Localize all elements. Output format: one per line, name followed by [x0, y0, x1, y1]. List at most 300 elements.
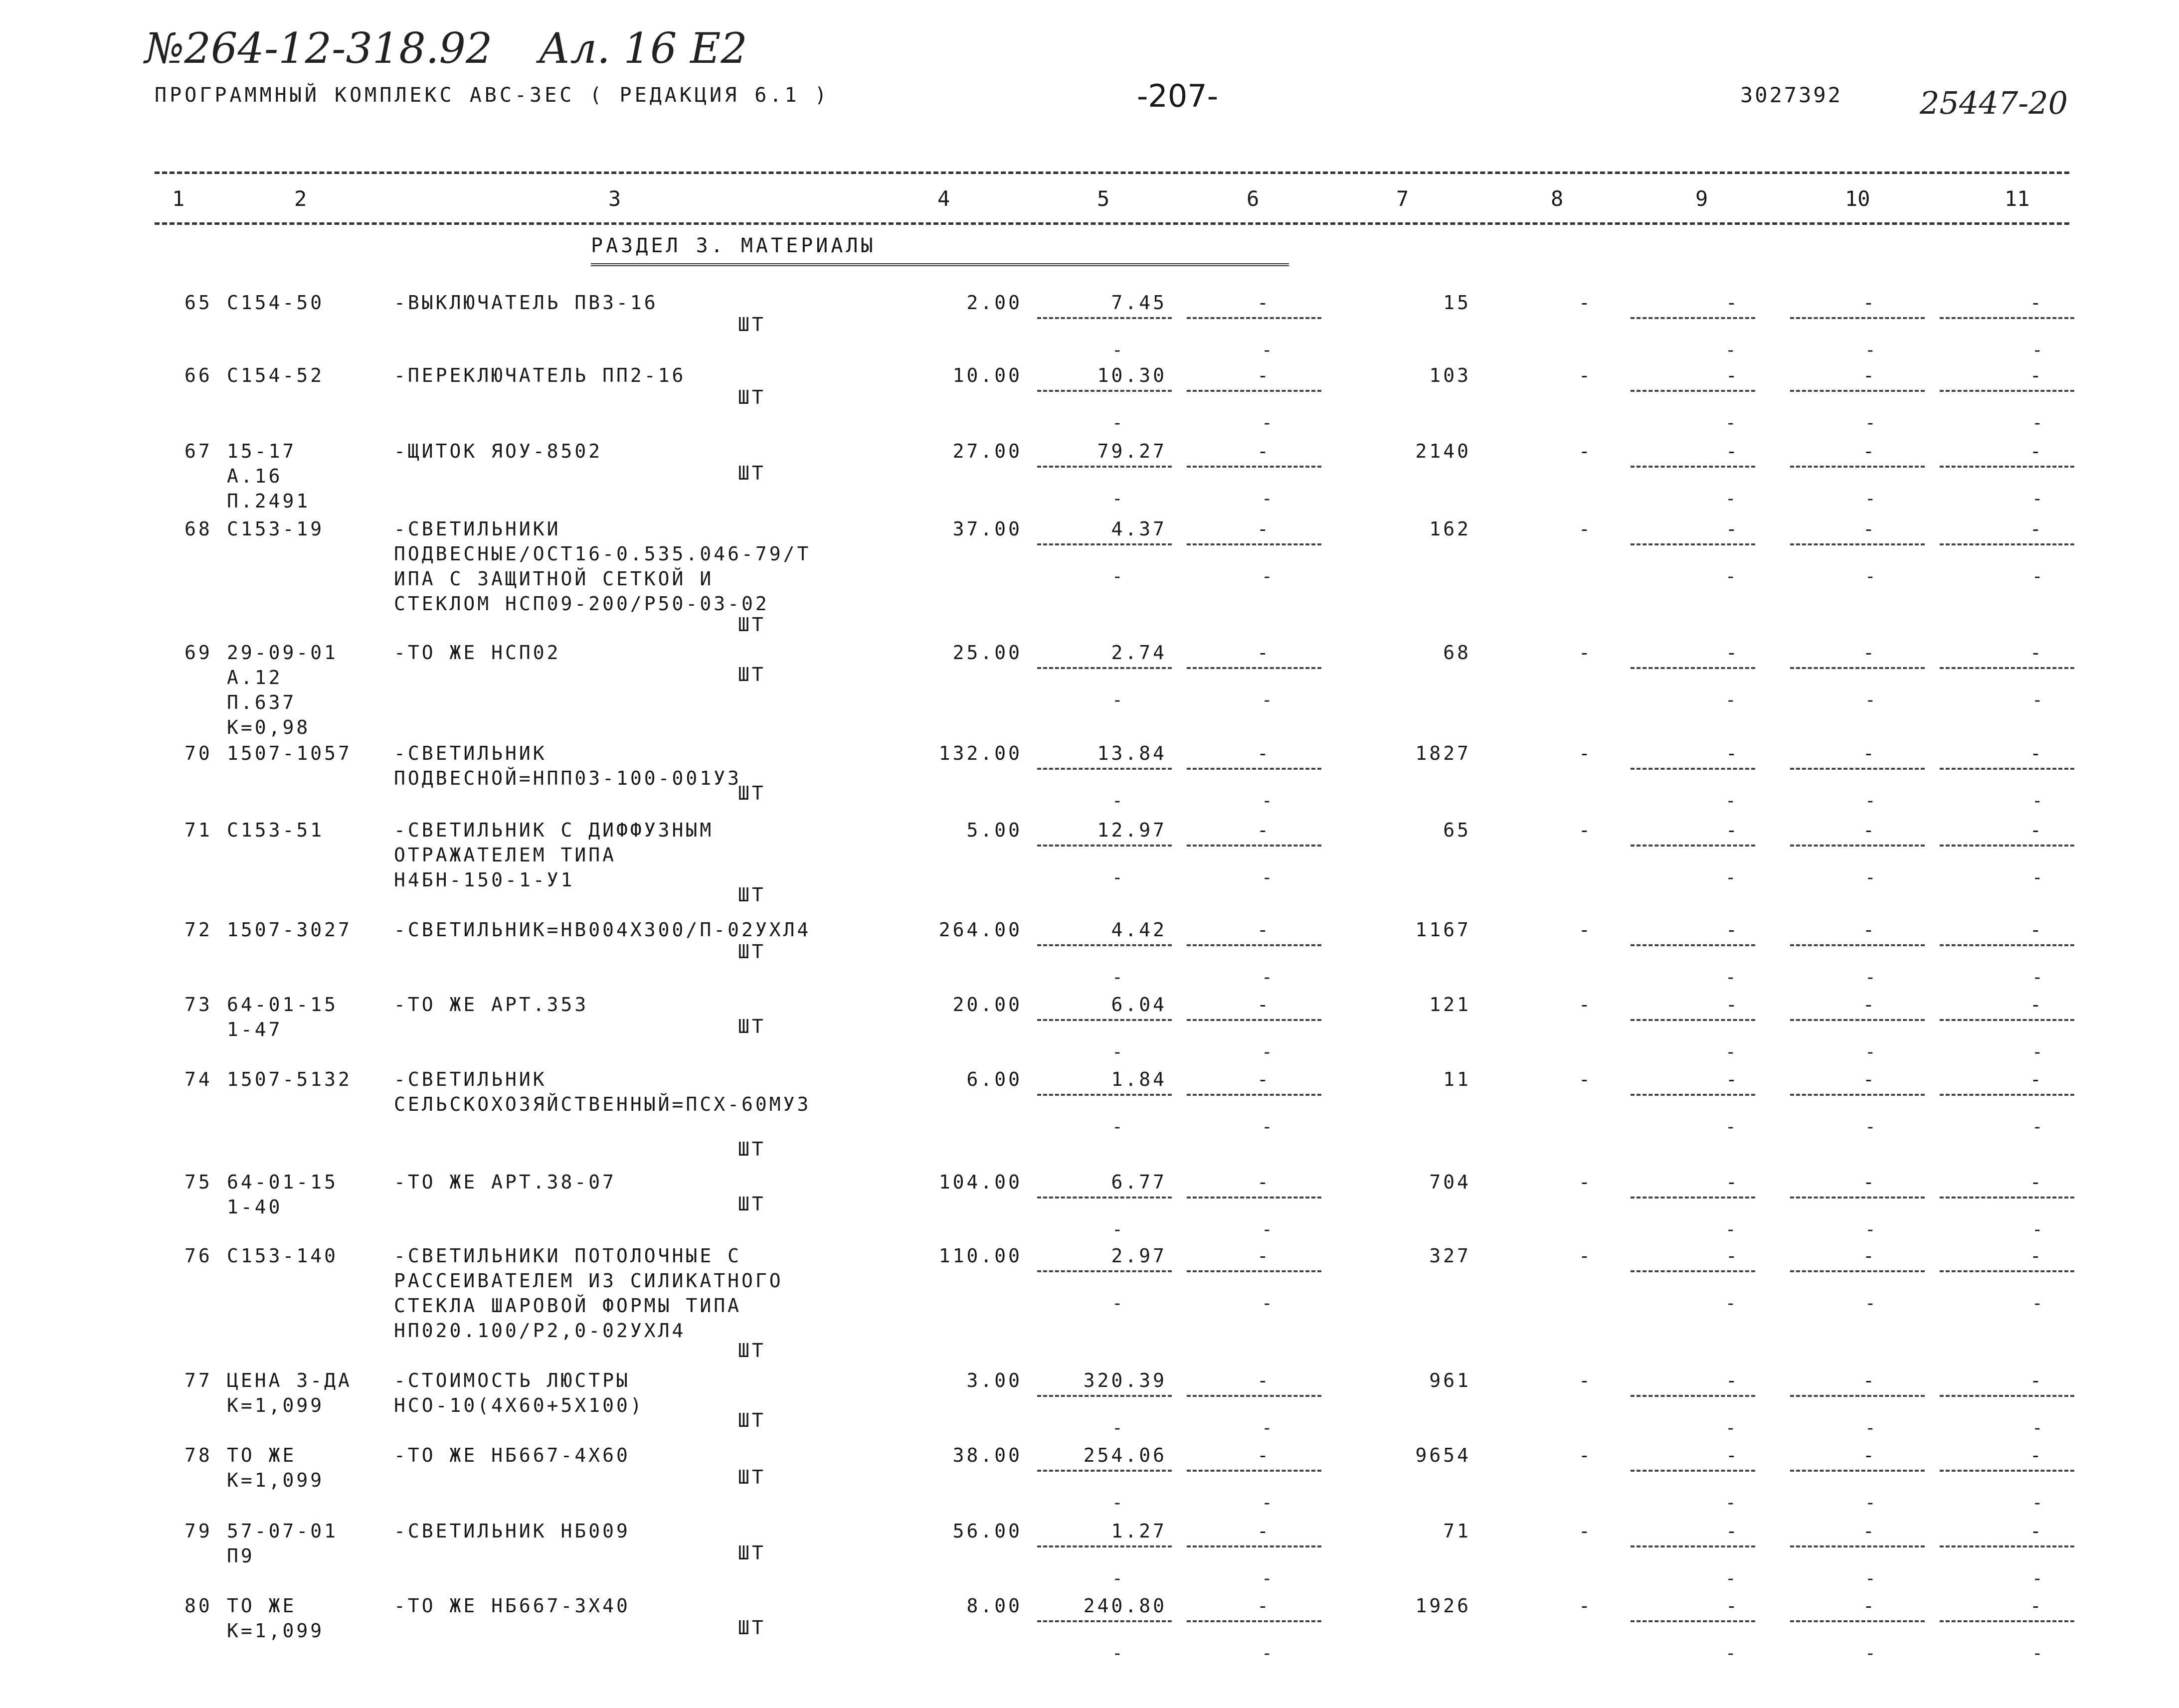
row-sub-dash: - — [1112, 1042, 1123, 1062]
row-sub-dash: - — [1865, 1568, 1876, 1589]
row-sub-dash: - — [1112, 1493, 1123, 1513]
dashed-underline — [1187, 1270, 1321, 1272]
row-col11: - — [2030, 642, 2044, 664]
row-col9: - — [1726, 1595, 1740, 1617]
row-code: С153-140 — [227, 1245, 339, 1267]
row-col11: - — [2030, 1171, 2044, 1193]
row-description: -СВЕТИЛЬНИК С ДИФФУЗНЫМ ОТРАЖАТЕЛЕМ ТИПА Н4БН-150-1-У1 — [394, 819, 714, 891]
row-col6: - — [1257, 518, 1271, 540]
row-sub-dash: - — [1112, 566, 1123, 587]
row-col10: - — [1863, 440, 1877, 462]
row-col10: - — [1863, 1245, 1877, 1267]
dashed-underline — [1037, 390, 1172, 392]
row-sub-dash: - — [2032, 489, 2043, 509]
dashed-underline — [1631, 543, 1755, 545]
row-col11: - — [2030, 1245, 2044, 1267]
row-sub-dash: - — [1725, 1117, 1736, 1137]
row-unit: ШТ — [738, 1409, 766, 1431]
row-col6: - — [1257, 364, 1271, 386]
row-col9: - — [1726, 994, 1740, 1016]
row-col8: - — [1579, 440, 1593, 462]
row-total: 121 — [1429, 994, 1471, 1016]
row-sub-dash: - — [1865, 413, 1876, 433]
row-code: С154-50 — [227, 292, 325, 314]
row-sub-dash: - — [1262, 1042, 1272, 1062]
row-code: 64-01-15 1-40 — [227, 1171, 339, 1218]
row-code: С154-52 — [227, 364, 325, 386]
row-sub-dash: - — [1865, 566, 1876, 587]
dashed-underline — [1187, 317, 1321, 319]
row-description: -ТО ЖЕ НБ667-3Х40 — [394, 1595, 630, 1617]
row-col9: - — [1726, 440, 1740, 462]
row-sub-dash: - — [1865, 1493, 1876, 1513]
dashed-underline — [1940, 466, 2074, 468]
row-number: 69 — [184, 642, 212, 664]
row-col11: - — [2030, 919, 2044, 941]
row-col8: - — [1579, 1444, 1593, 1466]
row-col10: - — [1863, 819, 1877, 841]
row-col10: - — [1863, 1595, 1877, 1617]
dashed-underline — [1631, 1196, 1755, 1198]
dashed-underline — [1940, 1270, 2074, 1272]
row-sub-dash: - — [1865, 489, 1876, 509]
row-col11: - — [2030, 292, 2044, 314]
row-sub-dash: - — [1865, 791, 1876, 811]
row-col11: - — [2030, 742, 2044, 764]
dashed-underline — [1631, 1094, 1755, 1096]
dashed-underline — [1940, 1545, 2074, 1547]
dashed-underline — [1790, 667, 1925, 669]
dashed-underline — [1790, 1270, 1925, 1272]
dashed-underline — [1631, 466, 1755, 468]
row-sub-dash: - — [1262, 791, 1272, 811]
row-sub-dash: - — [1865, 340, 1876, 360]
row-col8: - — [1579, 1245, 1593, 1267]
row-col11: - — [2030, 440, 2044, 462]
dashed-underline — [1790, 1620, 1925, 1622]
row-unit-price: 1.84 — [1111, 1068, 1167, 1090]
dashed-underline — [1940, 390, 2074, 392]
page-number: -207- — [1137, 78, 1219, 114]
row-number: 78 — [184, 1444, 212, 1466]
row-sub-dash: - — [1725, 1418, 1736, 1438]
row-sub-dash: - — [2032, 566, 2043, 587]
row-sub-dash: - — [1262, 1493, 1272, 1513]
dashed-underline — [1187, 944, 1321, 946]
row-unit-price: 1.27 — [1111, 1520, 1167, 1542]
dashed-underline — [1631, 944, 1755, 946]
column-header: 3 — [608, 186, 621, 211]
row-sub-dash: - — [2032, 340, 2043, 360]
row-sub-dash: - — [1112, 1293, 1123, 1314]
row-col8: - — [1579, 819, 1593, 841]
row-sub-dash: - — [1112, 489, 1123, 509]
row-col6: - — [1257, 1068, 1271, 1090]
row-code: 57-07-01 П9 — [227, 1520, 339, 1567]
row-quantity: 264.00 — [938, 919, 1022, 941]
row-sub-dash: - — [1262, 967, 1272, 988]
row-sub-dash: - — [1725, 791, 1736, 811]
row-number: 76 — [184, 1245, 212, 1267]
row-quantity: 3.00 — [966, 1369, 1022, 1391]
row-unit: ШТ — [738, 664, 766, 685]
row-sub-dash: - — [2032, 413, 2043, 433]
row-col6: - — [1257, 994, 1271, 1016]
row-quantity: 27.00 — [952, 440, 1022, 462]
row-sub-dash: - — [1725, 1643, 1736, 1664]
row-sub-dash: - — [1865, 1219, 1876, 1240]
row-sub-dash: - — [2032, 1418, 2043, 1438]
row-col11: - — [2030, 1595, 2044, 1617]
row-total: 1827 — [1415, 742, 1471, 764]
row-code: ТО ЖЕ К=1,099 — [227, 1444, 325, 1491]
row-sub-dash: - — [1112, 1568, 1123, 1589]
dashed-underline — [1187, 1620, 1321, 1622]
row-number: 66 — [184, 364, 212, 386]
row-sub-dash: - — [1112, 1418, 1123, 1438]
row-code: 1507-1057 — [227, 742, 352, 764]
row-col9: - — [1726, 1245, 1740, 1267]
row-code: С153-19 — [227, 518, 325, 540]
row-code: ТО ЖЕ К=1,099 — [227, 1595, 325, 1642]
row-description: -СВЕТИЛЬНИК НБ009 — [394, 1520, 630, 1542]
row-unit: ШТ — [738, 1542, 766, 1564]
row-sub-dash: - — [1865, 1293, 1876, 1314]
dashed-underline — [1187, 1395, 1321, 1397]
row-quantity: 5.00 — [966, 819, 1022, 841]
handwritten-sheet-number: Ал. 16 Е2 — [539, 24, 747, 73]
dashed-underline — [1940, 944, 2074, 946]
row-sub-dash: - — [1725, 1219, 1736, 1240]
row-description: -ТО ЖЕ АРТ.38-07 — [394, 1171, 617, 1193]
row-col11: - — [2030, 364, 2044, 386]
row-unit: ШТ — [738, 1340, 766, 1362]
dashed-underline — [1790, 944, 1925, 946]
row-sub-dash: - — [1725, 867, 1736, 888]
dashed-underline — [1037, 845, 1172, 847]
column-header: 1 — [172, 186, 185, 211]
dashed-underline — [1790, 543, 1925, 545]
row-sub-dash: - — [1725, 489, 1736, 509]
row-col10: - — [1863, 364, 1877, 386]
dashed-underline — [1790, 845, 1925, 847]
row-col9: - — [1726, 742, 1740, 764]
row-total: 103 — [1429, 364, 1471, 386]
row-col9: - — [1726, 1068, 1740, 1090]
dashed-underline — [1790, 1094, 1925, 1096]
dashed-underline — [1940, 1019, 2074, 1021]
row-description: -ТО ЖЕ НБ667-4Х60 — [394, 1444, 630, 1466]
row-description: -СВЕТИЛЬНИК ПОДВЕСНОЙ=НПП03-100-001У3 — [394, 742, 741, 789]
row-sub-dash: - — [2032, 967, 2043, 988]
row-sub-dash: - — [1262, 690, 1272, 710]
table-top-rule — [155, 171, 2069, 174]
row-quantity: 37.00 — [952, 518, 1022, 540]
dashed-underline — [1037, 1196, 1172, 1198]
row-sub-dash: - — [1262, 1293, 1272, 1314]
row-unit: ШТ — [738, 782, 766, 804]
dashed-underline — [1790, 1470, 1925, 1472]
dashed-underline — [1631, 1620, 1755, 1622]
dashed-underline — [1940, 1620, 2074, 1622]
row-total: 327 — [1429, 1245, 1471, 1267]
dashed-underline — [1790, 466, 1925, 468]
row-number: 74 — [184, 1068, 212, 1090]
row-col10: - — [1863, 642, 1877, 664]
dashed-underline — [1187, 768, 1321, 770]
row-col11: - — [2030, 1369, 2044, 1391]
row-col8: - — [1579, 1595, 1593, 1617]
row-unit: ШТ — [738, 884, 766, 906]
row-col9: - — [1726, 1369, 1740, 1391]
dashed-underline — [1037, 1094, 1172, 1096]
dashed-underline — [1037, 1620, 1172, 1622]
row-sub-dash: - — [1262, 566, 1272, 587]
dashed-underline — [1790, 1395, 1925, 1397]
row-sub-dash: - — [1725, 566, 1736, 587]
dashed-underline — [1940, 1470, 2074, 1472]
dashed-underline — [1037, 543, 1172, 545]
row-unit-price: 4.37 — [1111, 518, 1167, 540]
row-description: -ПЕРЕКЛЮЧАТЕЛЬ ПП2-16 — [394, 364, 686, 386]
row-description: -СВЕТИЛЬНИК СЕЛЬСКОХОЗЯЙСТВЕННЫЙ=ПСХ-60МУ3 — [394, 1068, 811, 1115]
dashed-underline — [1037, 944, 1172, 946]
row-col8: - — [1579, 1520, 1593, 1542]
row-col6: - — [1257, 819, 1271, 841]
row-col11: - — [2030, 1444, 2044, 1466]
row-sub-dash: - — [1725, 413, 1736, 433]
row-sub-dash: - — [1112, 967, 1123, 988]
row-number: 71 — [184, 819, 212, 841]
row-sub-dash: - — [1725, 967, 1736, 988]
row-col11: - — [2030, 518, 2044, 540]
row-col8: - — [1579, 1068, 1593, 1090]
row-code: 15-17 А.16 П.2491 — [227, 440, 311, 512]
dashed-underline — [1940, 543, 2074, 545]
row-total: 65 — [1443, 819, 1471, 841]
row-unit: ШТ — [738, 386, 766, 408]
row-col8: - — [1579, 742, 1593, 764]
dashed-underline — [1631, 845, 1755, 847]
row-sub-dash: - — [1112, 690, 1123, 710]
dashed-underline — [1037, 1395, 1172, 1397]
row-unit-price: 6.04 — [1111, 994, 1167, 1016]
row-unit-price: 7.45 — [1111, 292, 1167, 314]
dashed-underline — [1631, 1395, 1755, 1397]
row-sub-dash: - — [1262, 489, 1272, 509]
row-sub-dash: - — [1262, 1643, 1272, 1664]
column-header: 10 — [1845, 186, 1870, 211]
row-description: -ЩИТОК ЯОУ-8502 — [394, 440, 603, 462]
section-title: РАЗДЕЛ 3. МАТЕРИАЛЫ — [591, 234, 876, 257]
row-sub-dash: - — [2032, 1493, 2043, 1513]
column-header: 5 — [1097, 186, 1110, 211]
row-quantity: 2.00 — [966, 292, 1022, 314]
row-description: -ВЫКЛЮЧАТЕЛЬ ПВЗ-16 — [394, 292, 658, 314]
dashed-underline — [1631, 390, 1755, 392]
row-sub-dash: - — [2032, 867, 2043, 888]
row-unit: ШТ — [738, 1193, 766, 1215]
dashed-underline — [1940, 845, 2074, 847]
row-code: 29-09-01 А.12 П.637 К=0,98 — [227, 642, 339, 738]
dashed-underline — [1187, 1019, 1321, 1021]
row-number: 80 — [184, 1595, 212, 1617]
dashed-underline — [1037, 1470, 1172, 1472]
row-unit-price: 240.80 — [1083, 1595, 1167, 1617]
program-header: ПРОГРАММНЫЙ КОМПЛЕКС АВС-ЗЕС ( РЕДАКЦИЯ 6.1 ) — [155, 84, 830, 107]
row-unit-price: 4.42 — [1111, 919, 1167, 941]
row-unit-price: 2.97 — [1111, 1245, 1167, 1267]
row-col6: - — [1257, 742, 1271, 764]
row-sub-dash: - — [1865, 1042, 1876, 1062]
row-quantity: 10.00 — [952, 364, 1022, 386]
dashed-underline — [1187, 466, 1321, 468]
row-col8: - — [1579, 518, 1593, 540]
dashed-underline — [1631, 667, 1755, 669]
row-sub-dash: - — [1262, 1418, 1272, 1438]
row-sub-dash: - — [1865, 690, 1876, 710]
row-total: 15 — [1443, 292, 1471, 314]
dashed-underline — [1187, 1094, 1321, 1096]
row-quantity: 104.00 — [938, 1171, 1022, 1193]
dashed-underline — [1037, 667, 1172, 669]
dashed-underline — [1940, 1094, 2074, 1096]
row-unit-price: 2.74 — [1111, 642, 1167, 664]
row-sub-dash: - — [1262, 1568, 1272, 1589]
row-col8: - — [1579, 364, 1593, 386]
row-sub-dash: - — [1725, 1293, 1736, 1314]
table-header-rule — [155, 222, 2069, 225]
row-col10: - — [1863, 1520, 1877, 1542]
row-col10: - — [1863, 1068, 1877, 1090]
row-sub-dash: - — [1865, 867, 1876, 888]
dashed-underline — [1187, 667, 1321, 669]
row-sub-dash: - — [2032, 1117, 2043, 1137]
dashed-underline — [1790, 1019, 1925, 1021]
row-col11: - — [2030, 1068, 2044, 1090]
row-code: ЦЕНА 3-ДА К=1,099 — [227, 1369, 352, 1416]
column-header: 8 — [1551, 186, 1564, 211]
row-col9: - — [1726, 1171, 1740, 1193]
row-unit: ШТ — [738, 1016, 766, 1037]
row-unit: ШТ — [738, 1138, 766, 1160]
row-col10: - — [1863, 994, 1877, 1016]
row-description: -ТО ЖЕ АРТ.353 — [394, 994, 589, 1016]
row-code: 1507-3027 — [227, 919, 352, 941]
row-total: 1926 — [1415, 1595, 1471, 1617]
row-total: 9654 — [1415, 1444, 1471, 1466]
row-col11: - — [2030, 1520, 2044, 1542]
row-total: 961 — [1429, 1369, 1471, 1391]
dashed-underline — [1940, 768, 2074, 770]
row-sub-dash: - — [1112, 867, 1123, 888]
row-total: 704 — [1429, 1171, 1471, 1193]
row-col6: - — [1257, 642, 1271, 664]
row-sub-dash: - — [1865, 1117, 1876, 1137]
row-description: -СТОИМОСТЬ ЛЮСТРЫ НСО-10(4Х60+5Х100) — [394, 1369, 644, 1416]
row-number: 68 — [184, 518, 212, 540]
row-quantity: 132.00 — [938, 742, 1022, 764]
row-unit: ШТ — [738, 314, 766, 336]
dashed-underline — [1631, 1270, 1755, 1272]
row-col10: - — [1863, 919, 1877, 941]
row-col9: - — [1726, 642, 1740, 664]
dashed-underline — [1187, 1470, 1321, 1472]
row-col10: - — [1863, 742, 1877, 764]
row-sub-dash: - — [2032, 1219, 2043, 1240]
row-unit-price: 79.27 — [1097, 440, 1167, 462]
row-code: 64-01-15 1-47 — [227, 994, 339, 1040]
row-col8: - — [1579, 994, 1593, 1016]
row-number: 73 — [184, 994, 212, 1016]
row-number: 72 — [184, 919, 212, 941]
dashed-underline — [1940, 317, 2074, 319]
row-col8: - — [1579, 292, 1593, 314]
handwritten-corner-number: 25447-20 — [1920, 85, 2068, 121]
row-sub-dash: - — [1725, 690, 1736, 710]
row-sub-dash: - — [2032, 1568, 2043, 1589]
row-col9: - — [1726, 819, 1740, 841]
row-code: С153-51 — [227, 819, 325, 841]
row-unit: ШТ — [738, 941, 766, 963]
row-number: 70 — [184, 742, 212, 764]
column-header: 4 — [937, 186, 950, 211]
row-sub-dash: - — [1725, 340, 1736, 360]
dashed-underline — [1790, 390, 1925, 392]
dashed-underline — [1187, 543, 1321, 545]
row-col6: - — [1257, 1369, 1271, 1391]
row-total: 71 — [1443, 1520, 1471, 1542]
row-col10: - — [1863, 1369, 1877, 1391]
row-unit-price: 12.97 — [1097, 819, 1167, 841]
row-total: 68 — [1443, 642, 1471, 664]
row-quantity: 25.00 — [952, 642, 1022, 664]
dashed-underline — [1187, 1545, 1321, 1547]
row-col6: - — [1257, 440, 1271, 462]
row-number: 75 — [184, 1171, 212, 1193]
row-code: 1507-5132 — [227, 1068, 352, 1090]
dashed-underline — [1940, 1196, 2074, 1198]
row-description: -СВЕТИЛЬНИК=НВ004Х300/П-02УХЛ4 — [394, 919, 811, 941]
section-underline — [591, 263, 1289, 266]
row-sub-dash: - — [2032, 1042, 2043, 1062]
row-description: -СВЕТИЛЬНИКИ ПОТОЛОЧНЫЕ С РАССЕИВАТЕЛЕМ ИЗ СИЛИКАТНОГО СТЕКЛА ШАРОВОЙ ФОРМЫ ТИПА НП020.100/Р2,0-02УХЛ4 — [394, 1245, 783, 1342]
row-col9: - — [1726, 364, 1740, 386]
row-sub-dash: - — [1112, 340, 1123, 360]
dashed-underline — [1187, 845, 1321, 847]
row-total: 2140 — [1415, 440, 1471, 462]
row-sub-dash: - — [2032, 791, 2043, 811]
row-sub-dash: - — [1112, 1643, 1123, 1664]
column-header: 6 — [1247, 186, 1260, 211]
row-sub-dash: - — [1725, 1042, 1736, 1062]
row-sub-dash: - — [1262, 867, 1272, 888]
row-sub-dash: - — [1725, 1493, 1736, 1513]
row-col8: - — [1579, 919, 1593, 941]
dashed-underline — [1037, 466, 1172, 468]
row-quantity: 6.00 — [966, 1068, 1022, 1090]
row-unit-price: 13.84 — [1097, 742, 1167, 764]
row-unit-price: 254.06 — [1083, 1444, 1167, 1466]
column-header: 2 — [294, 186, 307, 211]
handwritten-document-number: №264-12-318.92 — [145, 24, 493, 73]
row-unit-price: 10.30 — [1097, 364, 1167, 386]
row-col10: - — [1863, 518, 1877, 540]
row-sub-dash: - — [1112, 791, 1123, 811]
dashed-underline — [1037, 1545, 1172, 1547]
column-header: 7 — [1396, 186, 1409, 211]
row-sub-dash: - — [1262, 1117, 1272, 1137]
